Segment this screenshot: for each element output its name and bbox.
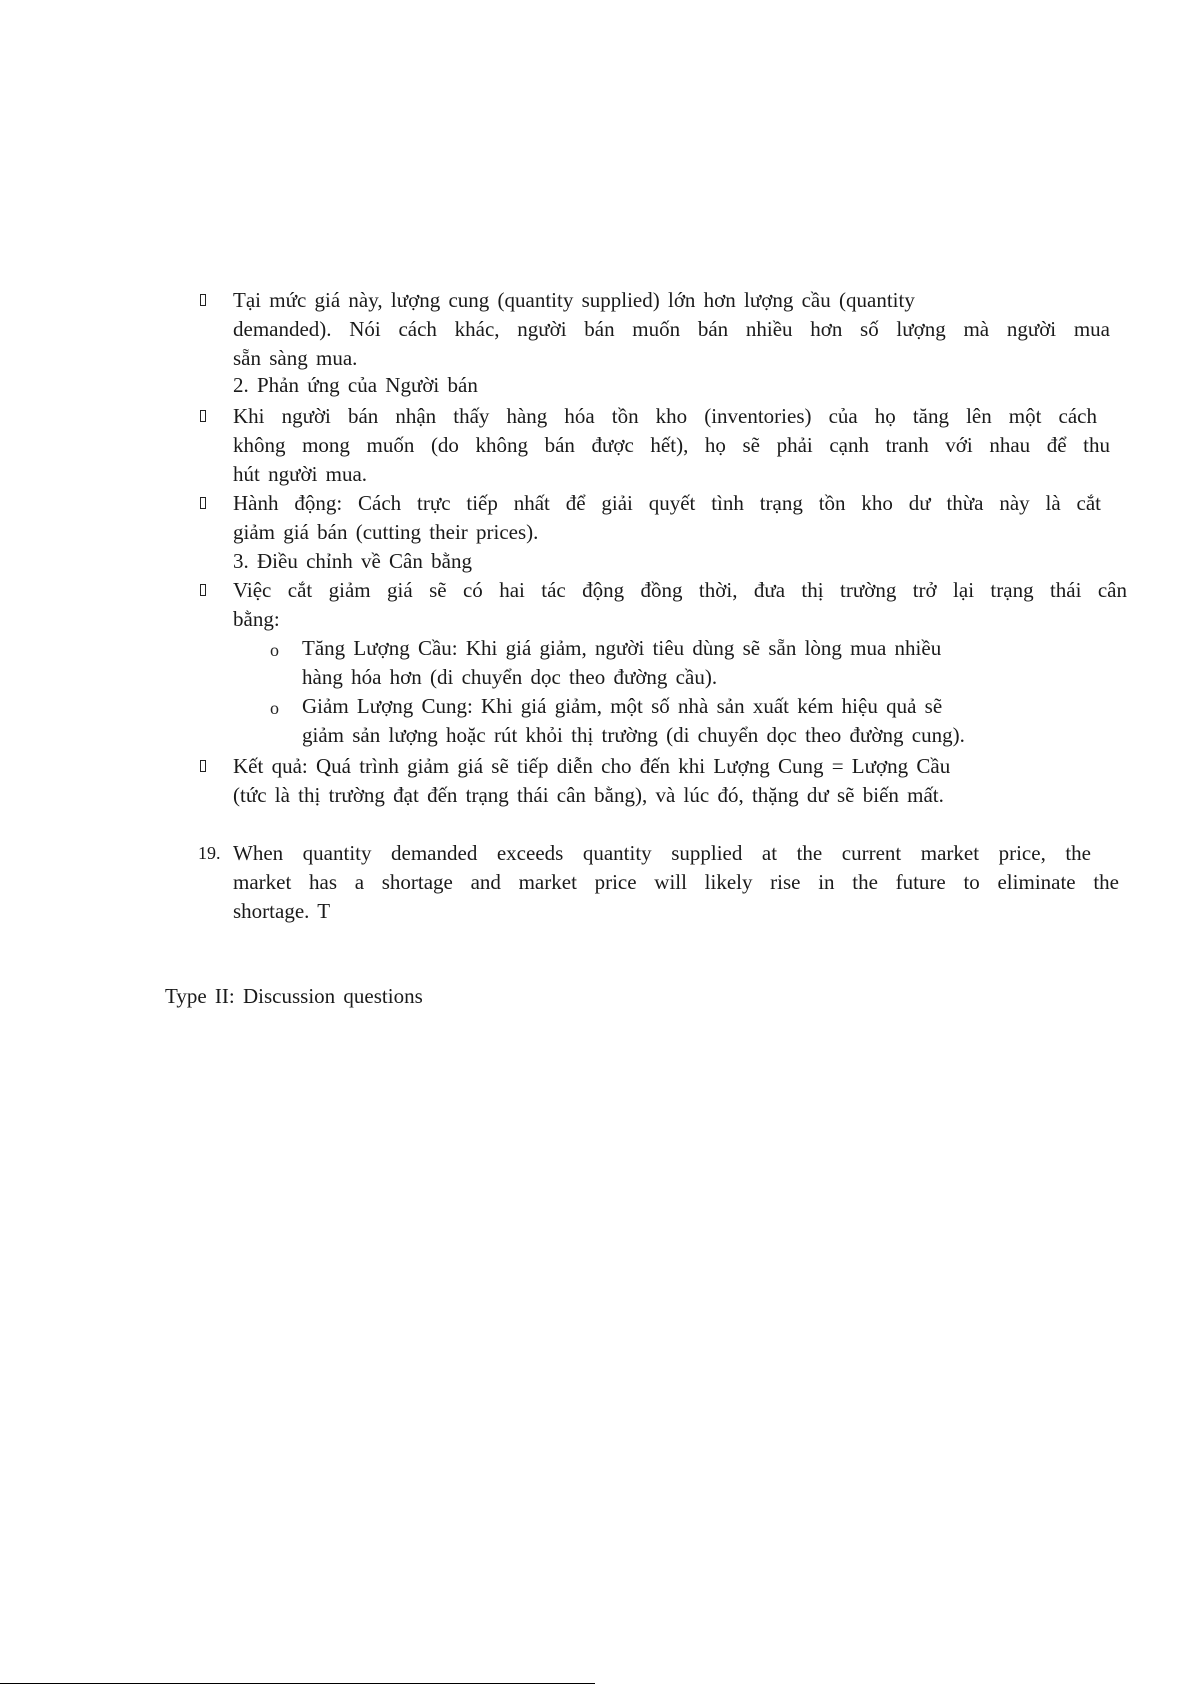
question-19-line-3: shortage. T (233, 899, 331, 923)
sub-bullet-marker: o (270, 698, 279, 718)
sub-bullet-1-line-2: hàng hóa hơn (di chuyển dọc theo đường cầu). (302, 665, 718, 689)
bullet-2-line-3: hút người mua. (233, 462, 368, 486)
question-number: 19. (198, 843, 221, 863)
question-19-line-1: When quantity demanded exceeds quantity supplied at the current market price, the (233, 841, 1091, 865)
bullet-marker (198, 287, 208, 313)
sub-bullet-marker: o (270, 640, 279, 660)
bullet-2-line-2: không mong muốn (do không bán được hết), họ sẽ phải cạnh tranh với nhau để thu (233, 433, 1110, 457)
question-19-line-2: market has a shortage and market price will likely rise in the future to eliminate the (233, 870, 1119, 894)
bullet-1-line-1: Tại mức giá này, lượng cung (quantity supplied) lớn hơn lượng cầu (quantity (233, 288, 915, 312)
bullet-3-line-2: giảm giá bán (cutting their prices). (233, 520, 539, 544)
bullet-3-line-1: Hành động: Cách trực tiếp nhất để giải quyết tình trạng tồn kho dư thừa này là cắt (233, 491, 1101, 515)
sub-bullet-1-line-1: Tăng Lượng Cầu: Khi giá giảm, người tiêu dùng sẽ sẵn lòng mua nhiều (302, 636, 942, 660)
bullet-marker (198, 753, 208, 779)
bullet-marker (198, 577, 208, 603)
section-heading-2: 2. Phản ứng của Người bán (233, 373, 478, 397)
sub-bullet-2-line-1: Giảm Lượng Cung: Khi giá giảm, một số nhà sản xuất kém hiệu quả sẽ (302, 694, 943, 718)
bullet-marker (198, 490, 208, 516)
bullet-marker (198, 403, 208, 429)
bullet-1-line-2: demanded). Nói cách khác, người bán muốn bán nhiều hơn số lượng mà người mua (233, 317, 1110, 341)
discussion-section-heading: Type II: Discussion questions (165, 984, 423, 1008)
sub-bullet-2-line-2: giảm sản lượng hoặc rút khỏi thị trường (di chuyển dọc theo đường cung). (302, 723, 965, 747)
bullet-2-line-1: Khi người bán nhận thấy hàng hóa tồn kho (inventories) của họ tăng lên một cách (233, 404, 1097, 428)
section-heading-3: 3. Điều chỉnh về Cân bằng (233, 549, 472, 573)
bullet-5-line-1: Kết quả: Quá trình giảm giá sẽ tiếp diễn cho đến khi Lượng Cung = Lượng Cầu (233, 754, 951, 778)
bullet-1-line-3: sẵn sàng mua. (233, 346, 358, 370)
bullet-4-line-1: Việc cắt giảm giá sẽ có hai tác động đồng thời, đưa thị trường trở lại trạng thái cân (233, 578, 1127, 602)
footnote-divider (0, 1683, 595, 1684)
bullet-5-line-2: (tức là thị trường đạt đến trạng thái cân bằng), và lúc đó, thặng dư sẽ biến mất. (233, 783, 944, 807)
bullet-4-line-2: bằng: (233, 607, 280, 631)
